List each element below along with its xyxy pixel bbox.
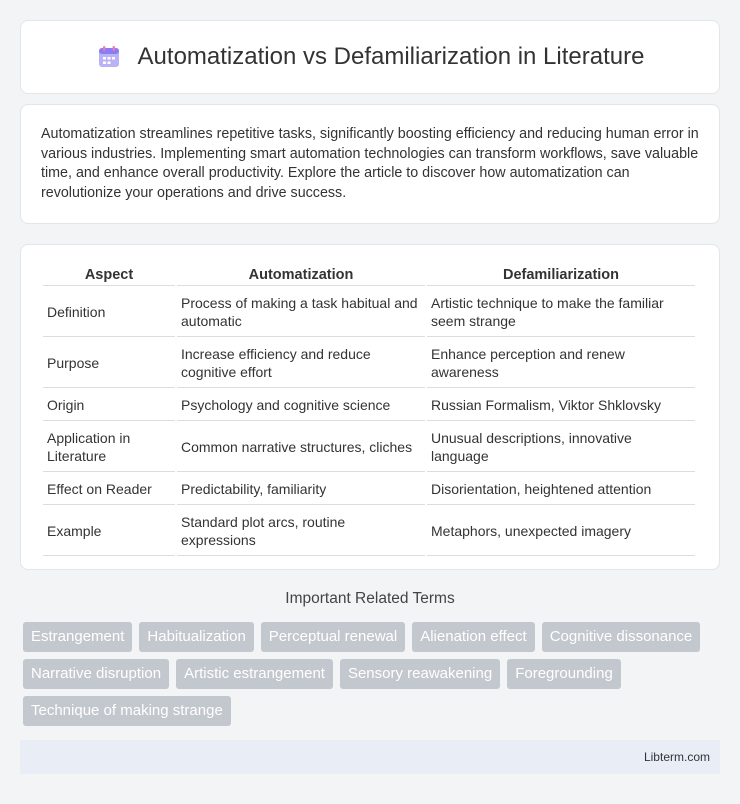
cell-aspect: Purpose <box>43 339 175 388</box>
cell-defamiliarization: Unusual descriptions, innovative language <box>427 423 695 472</box>
cell-automatization: Process of making a task habitual and automatic <box>177 288 425 337</box>
related-term-tag[interactable]: Cognitive dissonance <box>542 622 701 652</box>
related-term-tag[interactable]: Alienation effect <box>412 622 534 652</box>
cell-defamiliarization: Artistic technique to make the familiar seem strange <box>427 288 695 337</box>
cell-aspect: Definition <box>43 288 175 337</box>
cell-automatization: Psychology and cognitive science <box>177 390 425 421</box>
related-term-tag[interactable]: Technique of making strange <box>23 696 231 726</box>
cell-automatization: Standard plot arcs, routine expressions <box>177 507 425 556</box>
calendar-icon <box>96 44 122 70</box>
table-row <box>43 339 695 388</box>
related-term-tag[interactable]: Perceptual renewal <box>261 622 405 652</box>
table-row <box>43 507 695 556</box>
cell-automatization: Common narrative structures, cliches <box>177 423 425 472</box>
related-term-tag[interactable]: Sensory reawakening <box>340 659 500 689</box>
related-term-tag[interactable]: Artistic estrangement <box>176 659 333 689</box>
cell-aspect: Example <box>43 507 175 556</box>
cell-automatization: Increase efficiency and reduce cognitive effort <box>177 339 425 388</box>
footer-brand-link[interactable]: Libterm.com <box>643 750 710 764</box>
header-aspect: Aspect <box>43 264 175 286</box>
table-row <box>43 288 695 337</box>
intro-text: Automatization streamlines repetitive tasks, significantly boosting efficiency and reducing human error in various industries. Implementing smart automation technologies can transform workflows, save valuable time, and enhance overall productivity. Explore the article to discover how automatization can revolutionize your operations and drive success. <box>41 126 699 201</box>
header-defamiliarization: Defamiliarization <box>427 264 695 286</box>
table-header-row <box>43 264 695 286</box>
cell-aspect: Application in Literature <box>43 423 175 472</box>
table-row <box>43 390 695 421</box>
page-title: Automatization vs Defamiliarization in Literature <box>137 43 645 70</box>
related-term-tag[interactable]: Estrangement <box>23 622 132 652</box>
table-row <box>43 474 695 505</box>
comparison-table-card <box>20 244 720 570</box>
cell-aspect: Origin <box>43 390 175 421</box>
related-terms-list <box>23 622 723 726</box>
cell-defamiliarization: Disorientation, heightened attention <box>427 474 695 505</box>
comparison-table <box>41 262 697 558</box>
related-term-tag[interactable]: Narrative disruption <box>23 659 169 689</box>
related-term-tag[interactable]: Foregrounding <box>507 659 621 689</box>
cell-automatization: Predictability, familiarity <box>177 474 425 505</box>
cell-defamiliarization: Russian Formalism, Viktor Shklovsky <box>427 390 695 421</box>
related-terms-title: Important Related Terms <box>285 590 455 607</box>
related-term-tag[interactable]: Habitualization <box>139 622 253 652</box>
footer <box>20 740 720 774</box>
header-card <box>20 20 720 94</box>
intro-card <box>20 104 720 224</box>
header-automatization: Automatization <box>177 264 425 286</box>
cell-defamiliarization: Enhance perception and renew awareness <box>427 339 695 388</box>
cell-defamiliarization: Metaphors, unexpected imagery <box>427 507 695 556</box>
table-row <box>43 423 695 472</box>
cell-aspect: Effect on Reader <box>43 474 175 505</box>
